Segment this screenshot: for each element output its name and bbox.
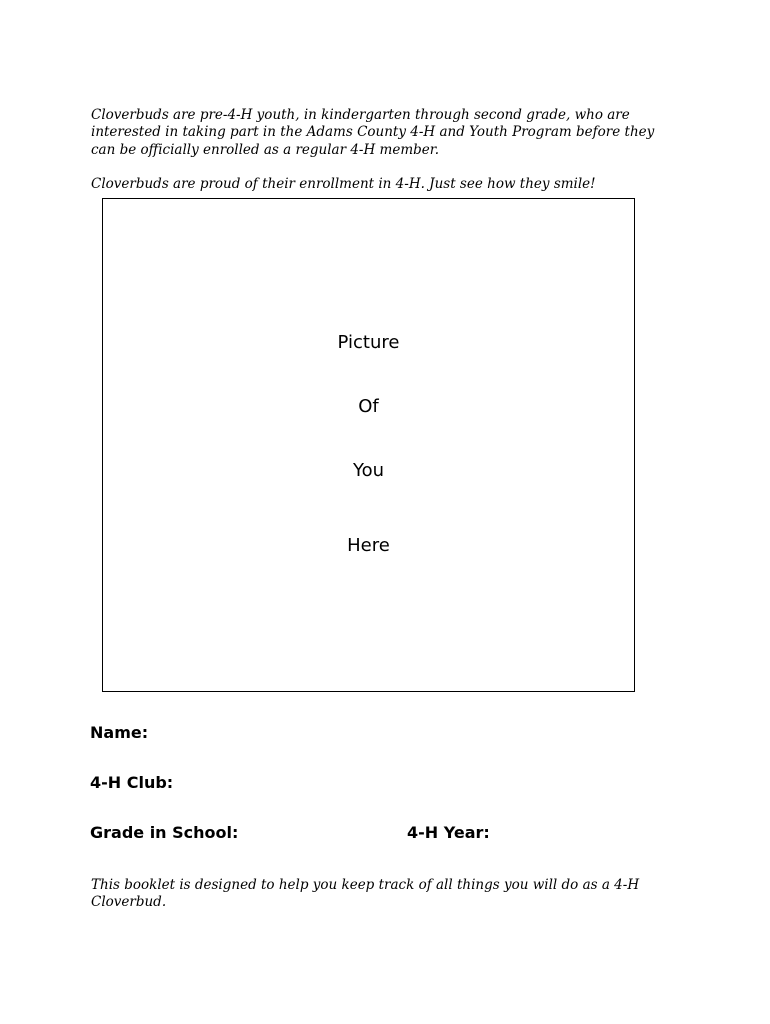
grade-field-label: Grade in School: [90, 823, 239, 842]
name-field-label: Name: [90, 723, 149, 742]
intro-tagline: Cloverbuds are proud of their enrollment in 4-H. Just see how they smile! [91, 175, 596, 192]
club-field-label: 4-H Club: [90, 773, 174, 792]
photo-placeholder-line-3: You [352, 460, 385, 481]
year-field-label: 4-H Year: [407, 823, 490, 842]
photo-placeholder-line-4: Here [347, 535, 390, 556]
intro-paragraph: Cloverbuds are pre-4-H youth, in kindergarten through second grade, who are interested in taking part in the Adams County 4-H and Youth Program before they can be officially enrolled as a regular 4-H member. [91, 106, 655, 158]
photo-placeholder-box [102, 198, 635, 692]
photo-placeholder-line-2: Of [358, 396, 379, 417]
photo-placeholder-line-1: Picture [337, 332, 400, 353]
booklet-note: This booklet is designed to help you keep track of all things you will do as a 4-H Cloverbud. [91, 876, 640, 910]
